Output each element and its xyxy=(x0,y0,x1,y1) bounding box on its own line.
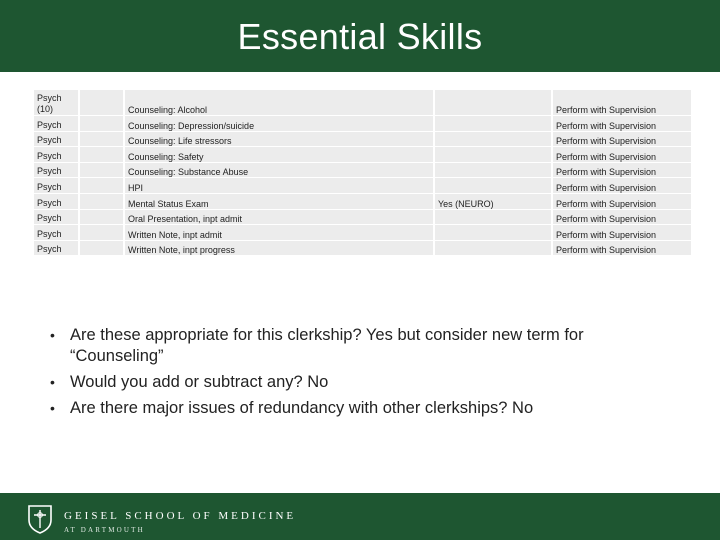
note-cell xyxy=(435,194,553,209)
skill-cell xyxy=(125,194,435,209)
table-row xyxy=(34,210,693,225)
empty-cell xyxy=(80,163,125,178)
skill-cell xyxy=(125,241,435,256)
table-row xyxy=(34,147,693,162)
skill-cell xyxy=(125,163,435,178)
dept-cell-text: Psych xyxy=(37,244,62,255)
dept-cell-text: Psych xyxy=(37,166,62,177)
level-cell xyxy=(553,90,693,115)
skill-cell xyxy=(125,210,435,225)
skill-cell-text: Oral Presentation, inpt admit xyxy=(128,214,243,225)
bullet-dot: • xyxy=(50,400,55,416)
dept-cell xyxy=(34,90,80,115)
skill-cell-text: Mental Status Exam xyxy=(128,198,209,209)
dept-cell xyxy=(34,163,80,178)
skill-cell-text: Counseling: Life stressors xyxy=(128,136,232,147)
level-cell xyxy=(553,210,693,225)
table-row xyxy=(34,194,693,209)
note-cell xyxy=(435,178,553,193)
bullet-text: Are there major issues of redundancy with other clerkships? No xyxy=(70,399,534,417)
dept-cell-text: Psych xyxy=(37,150,62,161)
table-row xyxy=(34,90,693,115)
skill-cell-text: HPI xyxy=(128,182,144,193)
empty-cell xyxy=(80,147,125,162)
level-cell xyxy=(553,132,693,147)
dept-cell-text: Psych (10) xyxy=(37,93,62,114)
dept-cell-text: Psych xyxy=(37,228,62,239)
level-cell xyxy=(553,225,693,240)
empty-cell xyxy=(80,210,125,225)
dept-cell xyxy=(34,241,80,256)
note-cell-text: Yes (NEURO) xyxy=(438,198,494,209)
bullet-item xyxy=(50,325,670,367)
dept-cell-text: Psych xyxy=(37,213,62,224)
school-subtitle: AT DARTMOUTH xyxy=(64,526,145,534)
footer-bar xyxy=(0,493,720,540)
dept-cell xyxy=(34,178,80,193)
bullet-item xyxy=(50,372,670,393)
dept-cell xyxy=(34,225,80,240)
dept-cell xyxy=(34,116,80,131)
skills-table xyxy=(34,89,693,256)
bullet-item xyxy=(50,398,670,419)
empty-cell xyxy=(80,178,125,193)
skill-cell-text: Counseling: Substance Abuse xyxy=(128,167,249,178)
slide-title: Essential Skills xyxy=(237,16,483,57)
table-row xyxy=(34,241,693,256)
bullet-dot: • xyxy=(50,327,55,343)
level-cell xyxy=(553,163,693,178)
level-cell-text: Perform with Supervision xyxy=(556,229,657,240)
dept-cell xyxy=(34,147,80,162)
note-cell xyxy=(435,241,553,256)
table-row xyxy=(34,178,693,193)
note-cell xyxy=(435,132,553,147)
bullet-dot: • xyxy=(50,374,55,390)
level-cell xyxy=(553,241,693,256)
level-cell-text: Perform with Supervision xyxy=(556,120,657,131)
skill-cell-text: Counseling: Depression/suicide xyxy=(128,120,255,131)
empty-cell xyxy=(80,90,125,115)
skill-cell xyxy=(125,116,435,131)
skill-cell xyxy=(125,132,435,147)
dept-cell-text: Psych xyxy=(37,181,62,192)
skill-cell xyxy=(125,147,435,162)
dept-cell-text: Psych xyxy=(37,197,62,208)
skill-cell-text: Counseling: Alcohol xyxy=(128,105,208,115)
bullet-text: Are these appropriate for this clerkship? Yes but consider new term for “Counseling” xyxy=(70,326,584,365)
dept-cell xyxy=(34,194,80,209)
level-cell-text: Perform with Supervision xyxy=(556,105,657,115)
note-cell xyxy=(435,225,553,240)
skill-cell-text: Counseling: Safety xyxy=(128,151,204,162)
empty-cell xyxy=(80,116,125,131)
title-bar xyxy=(0,0,720,72)
dept-cell-text: Psych xyxy=(37,135,62,146)
dept-cell xyxy=(34,132,80,147)
empty-cell xyxy=(80,194,125,209)
level-cell xyxy=(553,194,693,209)
skill-cell xyxy=(125,90,435,115)
dept-cell-text: Psych xyxy=(37,119,62,130)
dept-cell xyxy=(34,210,80,225)
level-cell-text: Perform with Supervision xyxy=(556,182,657,193)
level-cell xyxy=(553,147,693,162)
table-row xyxy=(34,163,693,178)
note-cell xyxy=(435,210,553,225)
level-cell xyxy=(553,116,693,131)
level-cell-text: Perform with Supervision xyxy=(556,136,657,147)
skill-cell xyxy=(125,178,435,193)
skill-cell xyxy=(125,225,435,240)
note-cell xyxy=(435,147,553,162)
empty-cell xyxy=(80,241,125,256)
school-name: GEISEL SCHOOL OF MEDICINE xyxy=(64,510,297,522)
note-cell xyxy=(435,90,553,115)
school-crest-icon xyxy=(27,504,53,534)
table-row xyxy=(34,225,693,240)
level-cell-text: Perform with Supervision xyxy=(556,151,657,162)
skill-cell-text: Written Note, inpt admit xyxy=(128,229,222,240)
level-cell-text: Perform with Supervision xyxy=(556,214,657,225)
empty-cell xyxy=(80,132,125,147)
empty-cell xyxy=(80,225,125,240)
table-row xyxy=(34,116,693,131)
skill-cell-text: Written Note, inpt progress xyxy=(128,245,235,256)
note-cell xyxy=(435,116,553,131)
level-cell-text: Perform with Supervision xyxy=(556,198,657,209)
bullet-text: Would you add or subtract any? No xyxy=(70,373,329,391)
note-cell xyxy=(435,163,553,178)
level-cell-text: Perform with Supervision xyxy=(556,245,657,256)
bullet-list xyxy=(50,325,670,424)
level-cell-text: Perform with Supervision xyxy=(556,167,657,178)
level-cell xyxy=(553,178,693,193)
table-row xyxy=(34,132,693,147)
